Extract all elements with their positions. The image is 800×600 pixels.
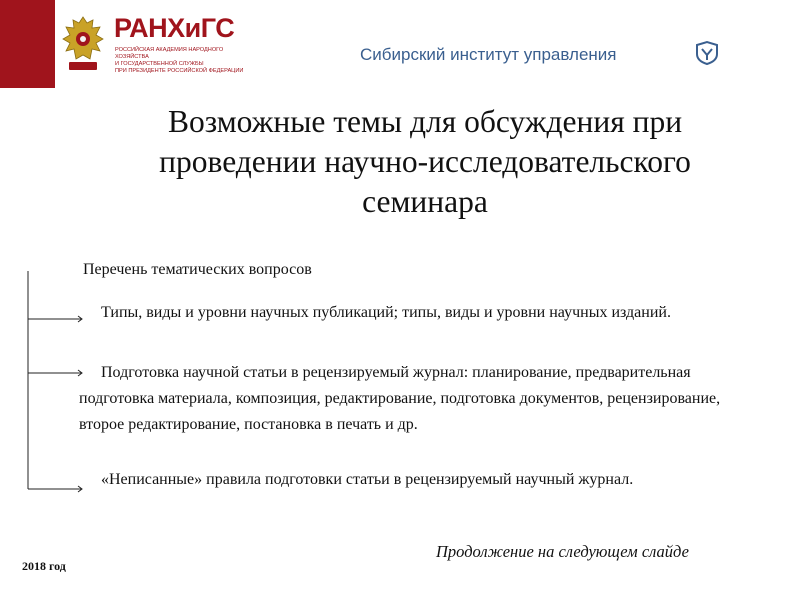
double-headed-eagle-emblem-icon	[60, 13, 106, 75]
slide-title-line: семинара	[362, 184, 488, 219]
logo-subtitle	[115, 47, 255, 75]
institute-emblem-icon	[694, 40, 720, 66]
year-label: 2018 год	[22, 559, 66, 573]
slide-title	[60, 102, 790, 222]
list-item: Типы, виды и уровни научных публикаций; типы, виды и уровни научных изданий.	[101, 304, 671, 321]
list-item: «Неписанные» правила подготовки статьи в рецензируемый научный журнал.	[101, 471, 634, 488]
logo-subtitle-line: ПРИ ПРЕЗИДЕНТЕ РОССИЙСКОЙ ФЕДЕРАЦИИ	[115, 68, 244, 74]
continue-note: Продолжение на следующем слайде	[436, 542, 689, 561]
ranepa-logo	[60, 13, 250, 75]
logo-subtitle-line: РОССИЙСКАЯ АКАДЕМИЯ НАРОДНОГО ХОЗЯЙСТВА	[115, 47, 224, 60]
slide-title-line: проведении научно-исследовательского	[159, 144, 691, 179]
brand-red-bar	[0, 0, 55, 88]
list-item: Подготовка научной статьи в рецензируемый журнал: планирование, предварительная подготовка материала, композиция, редактирование, подготовка документов, рецензирование, второе редактирование, постановка в печать и др.	[79, 364, 721, 433]
slide-title-line: Возможные темы для обсуждения при	[167, 104, 683, 139]
logo-subtitle-line: И ГОСУДАРСТВЕННОЙ СЛУЖБЫ	[115, 61, 204, 67]
institute-name: Сибирский институт управления	[360, 45, 617, 64]
logo-name: РАНХиГС	[114, 13, 235, 43]
topics-list-heading: Перечень тематических вопросов	[83, 261, 312, 278]
